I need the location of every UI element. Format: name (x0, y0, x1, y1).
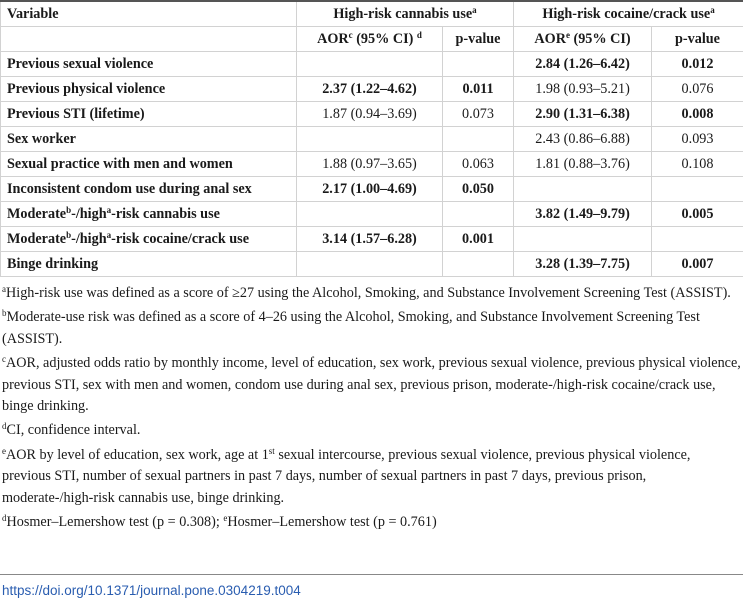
cell-p-cocaine: 0.005 (652, 202, 743, 227)
cell-p-cocaine (652, 177, 743, 202)
cell-aor-cocaine: 1.98 (0.93–5.21) (514, 77, 652, 102)
table-row (1, 202, 743, 227)
footnote-a: $^a$High-risk use was defined as a score of ≥27 using the Alcohol, Smoking, and Substance Involvement Screening Test (ASSIST). (2, 284, 731, 301)
cell-p-cocaine: 0.108 (652, 152, 743, 177)
cell-p-cannabis: 0.050 (443, 177, 514, 202)
cell-p-cannabis (443, 202, 514, 227)
cell-aor-cannabis (297, 252, 443, 277)
row-variable: Previous physical violence (1, 77, 297, 102)
row-variable: Previous STI (lifetime) (1, 102, 297, 127)
header-aor-cannabis: AOR$^c$ (95% CI) $^d$ (297, 27, 443, 52)
header-cannabis-group: High-risk cannabis use$^a$ (297, 1, 514, 27)
footnote-hosmer: $^d$Hosmer–Lemershow test (p = 0.308); $^e$Hosmer–Lemershow test (p = 0.761) (2, 513, 437, 531)
cell-aor-cocaine: 3.82 (1.49–9.79) (514, 202, 652, 227)
cell-p-cocaine: 0.012 (652, 52, 743, 77)
cell-aor-cannabis (297, 127, 443, 152)
doi-link[interactable]: https://doi.org/10.1371/journal.pone.0304219.t004 (2, 583, 301, 598)
row-variable: Inconsistent condom use during anal sex (1, 177, 297, 202)
table-row (1, 52, 743, 77)
cell-aor-cocaine: 2.90 (1.31–6.38) (514, 102, 652, 127)
footnote-b: $^b$Moderate-use risk was defined as a score of 4–26 using the Alcohol, Smoking, and Substance Involvement Screening Test (ASSIST). (2, 308, 700, 347)
header-row-2 (1, 27, 743, 52)
cell-p-cocaine: 0.093 (652, 127, 743, 152)
results-table (0, 0, 743, 277)
bottom-divider (0, 574, 743, 575)
cell-aor-cannabis: 1.87 (0.94–3.69) (297, 102, 443, 127)
footnote-e: $^e$AOR by level of education, sex work, age at 1st sexual intercourse, previous sexual violence, previous physical violence, previous STI, number of sexual partners in past 7 days, number of sexual partners in past 7 days, previous prison, moderate-/high-risk cannabis use, binge drinking. (2, 445, 691, 506)
cell-aor-cannabis: 3.14 (1.57–6.28) (297, 227, 443, 252)
row-variable: Sexual practice with men and women (1, 152, 297, 177)
footnotes (0, 277, 743, 533)
header-row-1 (1, 1, 743, 27)
footnote-d: $^d$CI, confidence interval. (2, 421, 141, 439)
cell-p-cocaine: 0.007 (652, 252, 743, 277)
table-row (1, 152, 743, 177)
cell-p-cocaine (652, 227, 743, 252)
cell-p-cannabis: 0.011 (443, 77, 514, 102)
cell-aor-cocaine: 3.28 (1.39–7.75) (514, 252, 652, 277)
table-row (1, 227, 743, 252)
cell-p-cannabis: 0.063 (443, 152, 514, 177)
cell-aor-cannabis: 2.37 (1.22–4.62) (297, 77, 443, 102)
cell-aor-cannabis (297, 202, 443, 227)
header-p-cannabis: p-value (443, 27, 514, 52)
header-aor-cocaine: AOR$^e$ (95% CI) (514, 27, 652, 52)
cell-aor-cocaine: 2.84 (1.26–6.42) (514, 52, 652, 77)
cell-p-cannabis (443, 127, 514, 152)
table-row (1, 102, 743, 127)
cell-p-cocaine: 0.076 (652, 77, 743, 102)
cell-aor-cocaine (514, 227, 652, 252)
row-variable: Binge drinking (1, 252, 297, 277)
cell-p-cannabis: 0.001 (443, 227, 514, 252)
cell-aor-cannabis: 2.17 (1.00–4.69) (297, 177, 443, 202)
cell-aor-cocaine: 2.43 (0.86–6.88) (514, 127, 652, 152)
row-variable: Previous sexual violence (1, 52, 297, 77)
header-variable: Variable (1, 1, 297, 27)
table-row (1, 127, 743, 152)
header-blank (1, 27, 297, 52)
cell-aor-cannabis (297, 52, 443, 77)
row-variable: Moderate$^b$-/high$^a$-risk cannabis use (1, 202, 297, 227)
row-variable: Sex worker (1, 127, 297, 152)
header-p-cocaine: p-value (652, 27, 743, 52)
cell-p-cannabis (443, 52, 514, 77)
footnote-c: $^c$AOR, adjusted odds ratio by monthly income, level of education, sex work, previous sexual violence, previous physical violence, previous STI, sex with men and women, condom use during anal sex, previous prison, moderate-/high-risk cocaine/crack use, binge drinking. (2, 354, 741, 415)
cell-aor-cannabis: 1.88 (0.97–3.65) (297, 152, 443, 177)
table-row (1, 252, 743, 277)
row-variable: Moderate$^b$-/high$^a$-risk cocaine/crack use (1, 227, 297, 252)
cell-aor-cocaine (514, 177, 652, 202)
cell-aor-cocaine: 1.81 (0.88–3.76) (514, 152, 652, 177)
table-row (1, 77, 743, 102)
table-row (1, 177, 743, 202)
cell-p-cannabis (443, 252, 514, 277)
cell-p-cannabis: 0.073 (443, 102, 514, 127)
header-cocaine-group: High-risk cocaine/crack use$^a$ (514, 1, 743, 27)
cell-p-cocaine: 0.008 (652, 102, 743, 127)
